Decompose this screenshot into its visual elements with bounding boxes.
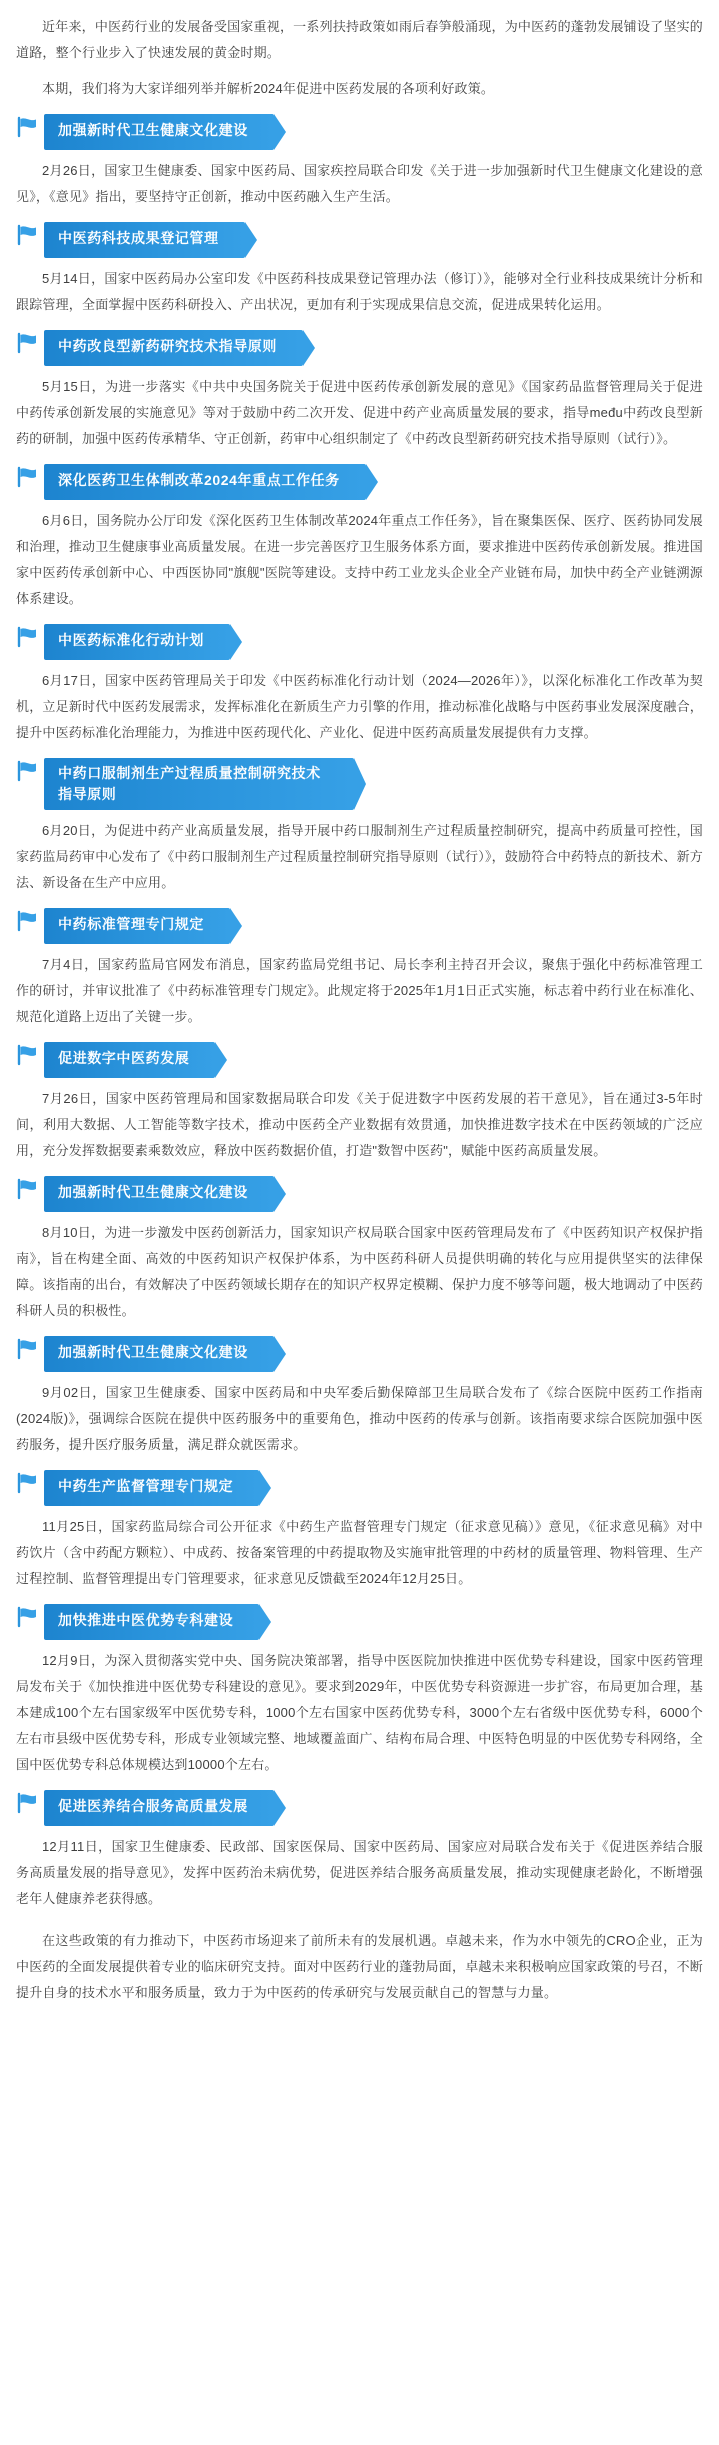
policy-section bbox=[16, 464, 703, 612]
section-heading bbox=[16, 1176, 703, 1212]
section-heading bbox=[16, 1336, 703, 1372]
section-paragraph: 2月26日，国家卫生健康委、国家中医药局、国家疾控局联合印发《关于进一步加强新时代卫生健康文化建设的意见》，《意见》指出，要坚持守正创新，推动中医药融入生产生活。 bbox=[16, 163, 703, 204]
section-paragraph: 12月11日，国家卫生健康委、民政部、国家医保局、国家中医药局、国家应对局联合发布关于《促进医养结合服务高质量发展的指导意见》，发挥中医药治未病优势，促进医养结合服务高质量发展，推动实现健康老龄化，不断增强老年人健康养老获得感。 bbox=[16, 1839, 703, 1906]
flag-icon bbox=[16, 758, 42, 784]
section-heading bbox=[16, 758, 703, 810]
section-title-banner bbox=[44, 908, 242, 944]
policy-section bbox=[16, 330, 703, 452]
section-paragraph: 12月9日，为深入贯彻落实党中央、国务院决策部署，指导中医医院加快推进中医优势专科建设，国家中医药管理局发布关于《加快推进中医优势专科建设的意见》。要求到2029年，中医优势专科资源进一步扩容，布局更加合理，基本建成100个左右国家级军中医优势专科，1000个左右国家中医药优势专科，3000个左右省级中医优势专科，6000个左右市县级中医优势专科，形成专业领域完整、地域覆盖面广、结构布局合理、中医特色明显的中医优势专科网络，全国中医优势专科总体规模达到10000个左右。 bbox=[16, 1653, 703, 1772]
banner-tail bbox=[274, 1790, 286, 1826]
policy-section bbox=[16, 1176, 703, 1324]
section-paragraph: 8月10日，为进一步激发中医药创新活力，国家知识产权局联合国家中医药管理局发布了《中医药知识产权保护指南》，旨在构建全面、高效的中医药知识产权保护体系，为中医药科研人员提供明确的转化与应用提供坚实的法律保障。该指南的出台，有效解决了中医药领域长期存在的知识产权界定模糊、保护力度不够等问题，极大地调动了中医药科研人员的积极性。 bbox=[16, 1225, 703, 1318]
section-title-banner bbox=[44, 624, 242, 660]
section-title: 中药改良型新药研究技术指导原则 bbox=[44, 330, 303, 366]
policy-section bbox=[16, 1470, 703, 1592]
intro-paragraph: 本期，我们将为大家详细列举并解析2024年促进中医药发展的各项利好政策。 bbox=[42, 81, 495, 96]
section-title: 促进医养结合服务高质量发展 bbox=[44, 1790, 274, 1826]
banner-tail bbox=[274, 1176, 286, 1212]
closing-block bbox=[16, 1928, 703, 2006]
section-title-banner bbox=[44, 464, 378, 500]
section-heading bbox=[16, 1042, 703, 1078]
banner-tail bbox=[354, 758, 366, 810]
banner-tail bbox=[245, 222, 257, 258]
policy-section bbox=[16, 758, 703, 896]
section-heading bbox=[16, 1604, 703, 1640]
banner-tail bbox=[230, 908, 242, 944]
section-paragraph: 6月20日，为促进中药产业高质量发展，指导开展中药口服制剂生产过程质量控制研究，提高中药质量可控性，国家药监局药审中心发布了《中药口服制剂生产过程质量控制研究指导原则（试行）》，鼓励符合中药特点的新技术、新方法、新设备在生产中应用。 bbox=[16, 823, 703, 890]
flag-icon bbox=[16, 1790, 42, 1816]
section-paragraph: 5月14日，国家中医药局办公室印发《中医药科技成果登记管理办法（修订）》，能够对全行业科技成果统计分析和跟踪管理，全面掌握中医药科研投入、产出状况，更加有利于实现成果信息交流，促进成果转化运用。 bbox=[16, 271, 703, 312]
flag-icon bbox=[16, 222, 42, 248]
closing-paragraph: 在这些政策的有力推动下，中医药市场迎来了前所未有的发展机遇。卓越未来，作为水中领先的CRO企业，正为中医药的全面发展提供着专业的临床研究支持。面对中医药行业的蓬勃局面，卓越未来积极响应国家政策的号召，不断提升自身的技术水平和服务质量，致力于为中医药的传承研究与发展贡献自己的智慧与力量。 bbox=[16, 1933, 703, 2000]
section-heading bbox=[16, 1470, 703, 1506]
policy-section bbox=[16, 908, 703, 1030]
banner-tail bbox=[274, 114, 286, 150]
section-heading bbox=[16, 464, 703, 500]
banner-tail bbox=[230, 624, 242, 660]
banner-tail bbox=[366, 464, 378, 500]
section-title-banner bbox=[44, 222, 257, 258]
flag-icon bbox=[16, 1470, 42, 1496]
policy-section bbox=[16, 222, 703, 318]
section-title: 促进数字中医药发展 bbox=[44, 1042, 215, 1078]
section-title: 加快推进中医优势专科建设 bbox=[44, 1604, 259, 1640]
flag-icon bbox=[16, 1604, 42, 1630]
section-paragraph: 5月15日，为进一步落实《中共中央国务院关于促进中医药传承创新发展的意见》《国家药品监督管理局关于促进中药传承创新发展的实施意见》等对于鼓励中药二次开发、促进中药产业高质量发展的要求，指导među中药改良型新药的研制，加强中医药传承精华、守正创新，药审中心组织制定了《中药改良型新药研究技术指导原则（试行）》。 bbox=[16, 379, 703, 446]
flag-icon bbox=[16, 1042, 42, 1068]
policy-section bbox=[16, 1042, 703, 1164]
policy-section bbox=[16, 624, 703, 746]
banner-tail bbox=[274, 1336, 286, 1372]
section-heading bbox=[16, 222, 703, 258]
section-title: 加强新时代卫生健康文化建设 bbox=[44, 1176, 274, 1212]
section-title-banner bbox=[44, 114, 286, 150]
section-paragraph: 6月6日，国务院办公厅印发《深化医药卫生体制改革2024年重点工作任务》，旨在聚集医保、医疗、医药协同发展和治理，推动卫生健康事业高质量发展。在进一步完善医疗卫生服务体系方面，要求推进中医药传承创新发展。推进国家中医药传承创新中心、中西医协同"旗舰"医院等建设。支持中药工业龙头企业全产业链布局，加快中药全产业链溯源体系建设。 bbox=[16, 513, 703, 606]
banner-tail bbox=[215, 1042, 227, 1078]
flag-icon bbox=[16, 464, 42, 490]
section-heading bbox=[16, 1790, 703, 1826]
section-title: 中医药标准化行动计划 bbox=[44, 624, 230, 660]
flag-icon bbox=[16, 1176, 42, 1202]
section-title-banner bbox=[44, 1042, 227, 1078]
flag-icon bbox=[16, 1336, 42, 1362]
policy-section bbox=[16, 1604, 703, 1778]
section-title-banner bbox=[44, 1790, 286, 1826]
flag-icon bbox=[16, 908, 42, 934]
section-title-banner bbox=[44, 1336, 286, 1372]
section-heading bbox=[16, 624, 703, 660]
policy-section bbox=[16, 1336, 703, 1458]
section-paragraph: 7月4日，国家药监局官网发布消息，国家药监局党组书记、局长李利主持召开会议，聚焦于强化中药标准管理工作的研讨，并审议批准了《中药标准管理专门规定》。此规定将于2025年1月1日正式实施，标志着中药行业在标准化、规范化道路上迈出了关键一步。 bbox=[16, 957, 703, 1024]
section-title-banner bbox=[44, 1470, 271, 1506]
section-title: 中药生产监督管理专门规定 bbox=[44, 1470, 259, 1506]
policy-section bbox=[16, 1790, 703, 1912]
section-paragraph: 11月25日，国家药监局综合司公开征求《中药生产监督管理专门规定（征求意见稿）》意见，《征求意见稿》对中药饮片（含中药配方颗粒）、中成药、按备案管理的中药提取物及实施审批管理的中药材的质量管理、物料管理、生产过程控制、监督管理提出专门管理要求，征求意见反馈截至2024年12月25日。 bbox=[16, 1519, 703, 1586]
section-title-banner bbox=[44, 1604, 271, 1640]
banner-tail bbox=[303, 330, 315, 366]
policy-section bbox=[16, 114, 703, 210]
section-paragraph: 7月26日，国家中医药管理局和国家数据局联合印发《关于促进数字中医药发展的若干意见》，旨在通过3-5年时间，利用大数据、人工智能等数字技术，推动中医药全产业数据有效贯通，加快推进数字技术在中医药领域的广泛应用，充分发挥数据要素乘数效应，释放中医药数据价值，打造"数智中医药"，赋能中医药高质量发展。 bbox=[16, 1091, 703, 1158]
section-paragraph: 6月17日，国家中医药管理局关于印发《中医药标准化行动计划（2024—2026年）》，以深化标准化工作改革为契机，立足新时代中医药发展需求，发挥标准化在新质生产力引擎的作用，推动标准化战略与中医药事业发展深度融合，提升中医药标准化治理能力，为推进中医药现代化、产业化、促进中医药高质量发展提供有力支撑。 bbox=[16, 673, 703, 740]
flag-icon bbox=[16, 114, 42, 140]
banner-tail bbox=[259, 1470, 271, 1506]
section-title: 加强新时代卫生健康文化建设 bbox=[44, 1336, 274, 1372]
section-title-banner bbox=[44, 330, 315, 366]
section-title: 中药标准管理专门规定 bbox=[44, 908, 230, 944]
section-title-banner bbox=[44, 758, 366, 810]
section-heading bbox=[16, 114, 703, 150]
section-title-banner bbox=[44, 1176, 286, 1212]
flag-icon bbox=[16, 624, 42, 650]
intro-paragraph: 近年来，中医药行业的发展备受国家重视，一系列扶持政策如雨后春笋般涌现，为中医药的蓬勃发展铺设了坚实的道路，整个行业步入了快速发展的黄金时期。 bbox=[16, 19, 703, 60]
section-title: 中药口服制剂生产过程质量控制研究技术指导原则 bbox=[44, 758, 354, 810]
section-title: 深化医药卫生体制改革2024年重点工作任务 bbox=[44, 464, 366, 500]
section-paragraph: 9月02日，国家卫生健康委、国家中医药局和中央军委后勤保障部卫生局联合发布了《综合医院中医药工作指南(2024版)》，强调综合医院在提供中医药服务中的重要角色，推动中医药的传承与创新。该指南要求综合医院加强中医药服务，提升医疗服务质量，满足群众就医需求。 bbox=[16, 1385, 703, 1452]
banner-tail bbox=[259, 1604, 271, 1640]
section-heading bbox=[16, 908, 703, 944]
section-heading bbox=[16, 330, 703, 366]
flag-icon bbox=[16, 330, 42, 356]
section-title: 中医药科技成果登记管理 bbox=[44, 222, 245, 258]
intro-block bbox=[16, 14, 703, 102]
section-title: 加强新时代卫生健康文化建设 bbox=[44, 114, 274, 150]
